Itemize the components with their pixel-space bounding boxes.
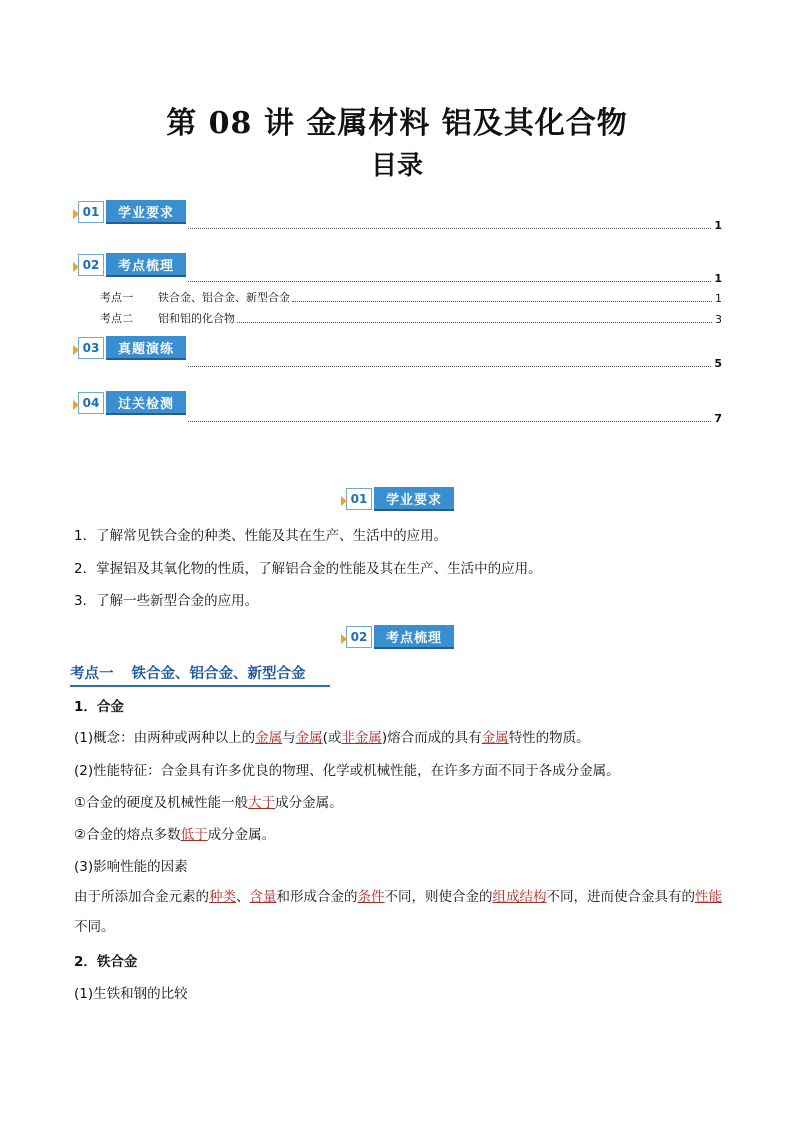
toc-entry-01[interactable] xyxy=(188,218,722,232)
toc-page: 7 xyxy=(714,412,722,425)
answer-blank: 非金属 xyxy=(341,730,382,746)
toc-badge-01[interactable] xyxy=(78,199,186,225)
toc-badge-04[interactable] xyxy=(78,390,186,416)
answer-blank: 种类 xyxy=(209,889,236,905)
toc-page: 1 xyxy=(714,272,722,285)
badge-label: 考点梳理 xyxy=(106,253,186,277)
badge-label: 学业要求 xyxy=(106,200,186,224)
leader-dots xyxy=(188,420,711,422)
paragraph-hardness: ①合金的硬度及机械性能一般大于成分金属。 xyxy=(74,795,343,811)
toc-badge-02[interactable] xyxy=(78,252,186,278)
paragraph-factors-title: (3)影响性能的因素 xyxy=(74,859,188,875)
toc-sub-key: 考点二 xyxy=(100,312,133,325)
answer-blank: 金属 xyxy=(255,730,283,746)
toc-sub-text: 铝和铝的化合物 xyxy=(158,312,235,325)
subheading-alloy: 1．合金 xyxy=(74,699,124,715)
badge-number: 01 xyxy=(346,488,372,510)
badge-number: 02 xyxy=(78,254,104,276)
heading-rule xyxy=(70,685,330,687)
toc-page: 3 xyxy=(715,313,722,326)
toc-badge-03[interactable] xyxy=(78,335,186,361)
toc-entry-03[interactable] xyxy=(188,356,722,370)
badge-number: 04 xyxy=(78,392,104,414)
toc-page: 1 xyxy=(715,292,722,305)
badge-label: 学业要求 xyxy=(374,487,454,511)
answer-blank: 大于 xyxy=(248,795,276,811)
badge-label: 过关检测 xyxy=(106,391,186,415)
toc-sub-entry[interactable] xyxy=(100,291,722,305)
toc-entry-04[interactable] xyxy=(188,411,722,425)
toc-sub-key: 考点一 xyxy=(100,291,133,304)
leader-dots xyxy=(188,280,711,282)
answer-blank: 含量 xyxy=(249,889,277,905)
toc-title: 目录 xyxy=(370,151,423,181)
arrow-icon xyxy=(73,262,79,272)
answer-blank: 性能 xyxy=(695,889,722,905)
toc-page: 5 xyxy=(714,357,722,370)
heading-text: 铁合金、铝合金、新型合金 xyxy=(131,666,306,682)
answer-blank: 金属 xyxy=(295,730,323,746)
paragraph-comparison: (1)生铁和钢的比较 xyxy=(74,986,188,1002)
toc-entry-02[interactable] xyxy=(188,271,722,285)
answer-blank: 条件 xyxy=(357,889,385,905)
arrow-icon xyxy=(341,634,347,644)
section-heading xyxy=(70,662,324,683)
arrow-icon xyxy=(73,345,79,355)
answer-blank: 金属 xyxy=(481,730,509,746)
section-badge-01 xyxy=(346,486,454,512)
arrow-icon xyxy=(73,209,79,219)
requirement-item: 3．了解一些新型合金的应用。 xyxy=(74,593,259,609)
toc-sub-entry[interactable] xyxy=(100,312,722,326)
subheading-iron-alloy: 2．铁合金 xyxy=(74,954,138,970)
answer-blank: 组成结构 xyxy=(492,889,547,905)
badge-number: 03 xyxy=(78,337,104,359)
section-badge-02 xyxy=(346,624,454,650)
badge-number: 01 xyxy=(78,201,104,223)
toc-page: 1 xyxy=(714,219,722,232)
leader-dots xyxy=(237,321,712,323)
page-title: 第 08 讲 金属材料 铝及其化合物 xyxy=(166,106,628,141)
answer-blank: 低于 xyxy=(180,827,208,843)
leader-dots xyxy=(188,227,711,229)
paragraph-factors: 由于所添加合金元素的种类、含量和形成合金的条件不同，则使合金的组成结构不同，进而使合金具有的性能不同。 xyxy=(74,889,722,935)
heading-key: 考点一 xyxy=(70,666,114,682)
arrow-icon xyxy=(73,400,79,410)
badge-label: 真题演练 xyxy=(106,336,186,360)
badge-number: 02 xyxy=(346,626,372,648)
arrow-icon xyxy=(341,496,347,506)
paragraph-properties: (2)性能特征：合金具有许多优良的物理、化学或机械性能，在许多方面不同于各成分金属。 xyxy=(74,763,620,779)
toc-sub-text: 铁合金、铝合金、新型合金 xyxy=(158,291,290,304)
paragraph-melting: ②合金的熔点多数低于成分金属。 xyxy=(74,827,276,843)
requirement-item: 2．掌握铝及其氧化物的性质，了解铝合金的性能及其在生产、生活中的应用。 xyxy=(74,561,542,577)
leader-dots xyxy=(292,300,712,302)
leader-dots xyxy=(188,365,711,367)
paragraph-concept: (1)概念：由两种或两种以上的金属与金属(或非金属)熔合而成的具有金属特性的物质。 xyxy=(74,730,590,746)
requirement-item: 1．了解常见铁合金的种类、性能及其在生产、生活中的应用。 xyxy=(74,528,448,544)
badge-label: 考点梳理 xyxy=(374,625,454,649)
